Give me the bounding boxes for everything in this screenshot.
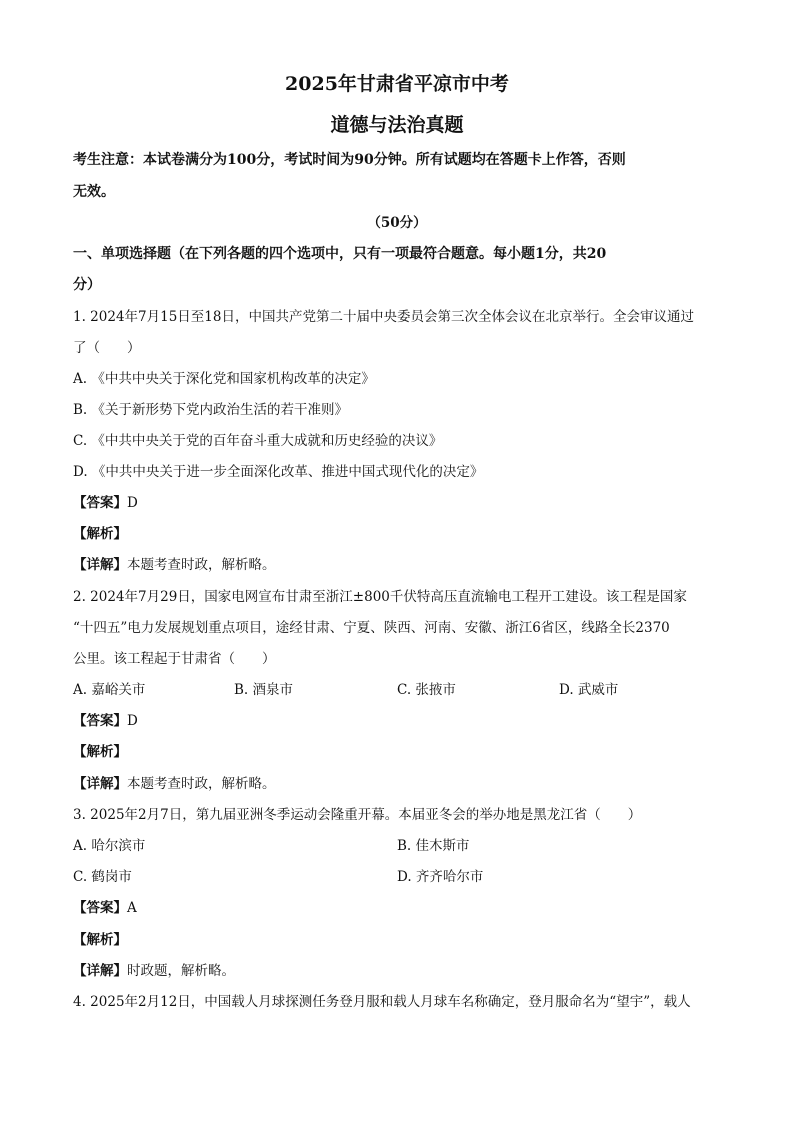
answer-value: D <box>127 495 138 511</box>
q2-option-a: A. 嘉峪关市 <box>73 682 146 698</box>
q1-analysis-tag: 【解析】 <box>73 526 127 542</box>
q2-option-b: B. 酒泉市 <box>234 682 294 698</box>
q3-detail <box>73 961 723 981</box>
detail-text: 本题考查时政，解析略。 <box>127 557 276 573</box>
q1-option-b: B. 《关于新形势下党内政治生活的若干准则》 <box>73 402 349 418</box>
q3-option-c: C. 鹤岗市 <box>73 869 132 885</box>
q1-stem-2: 了（ ） <box>73 340 141 356</box>
q3-stem-1: 3. 2025年2月7日，第九届亚洲冬季运动会隆重开幕。本届亚冬会的举办地是黑龙江省（ ） <box>73 807 642 823</box>
detail-tag: 【详解】 <box>73 963 127 979</box>
q2-option-c: C. 张掖市 <box>397 682 456 698</box>
q2-analysis-tag: 【解析】 <box>73 744 127 760</box>
q4-stem-1: 4. 2025年2月12日，中国载人月球探测任务登月服和载人月球车名称确定，登月服命名为“望宇”，载人 <box>73 994 691 1010</box>
q2-stem-1: 2. 2024年7月29日，国家电网宣布甘肃至浙江±800千伏特高压直流输电工程开工建设。该工程是国家 <box>73 589 687 605</box>
answer-value: A <box>127 900 137 916</box>
notice-line-2: 无效。 <box>73 184 115 200</box>
q3-option-b: B. 佳木斯市 <box>397 838 470 854</box>
answer-value: D <box>127 713 138 729</box>
section-heading-2: 分） <box>73 277 101 293</box>
section-heading-1: 一、单项选择题（在下列各题的四个选项中，只有一项最符合题意。每小题1分，共20 <box>73 246 607 262</box>
answer-tag: 【答案】 <box>73 495 127 511</box>
q2-option-d: D. 武威市 <box>559 682 619 698</box>
notice-line-1: 考生注意：本试卷满分为100分，考试时间为90分钟。所有试题均在答题卡上作答，否则 <box>73 152 626 168</box>
detail-tag: 【详解】 <box>73 776 127 792</box>
detail-text: 本题考查时政，解析略。 <box>127 776 276 792</box>
q1-detail <box>73 555 723 575</box>
q1-option-d: D. 《中共中央关于进一步全面深化改革、推进中国式现代化的决定》 <box>73 464 484 480</box>
q2-stem-2: “十四五”电力发展规划重点项目，途经甘肃、宁夏、陕西、河南、安徽、浙江6省区，线路全长2370 <box>73 620 670 636</box>
q3-answer <box>73 898 723 918</box>
q3-option-d: D. 齐齐哈尔市 <box>397 869 484 885</box>
exam-subtitle: 道德与法治真题 <box>330 114 464 136</box>
q2-stem-3: 公里。该工程起于甘肃省（ ） <box>73 651 276 667</box>
answer-tag: 【答案】 <box>73 713 127 729</box>
q3-option-a: A. 哈尔滨市 <box>73 838 146 854</box>
detail-text: 时政题，解析略。 <box>127 963 235 979</box>
answer-tag: 【答案】 <box>73 900 127 916</box>
q2-detail <box>73 774 723 794</box>
q1-stem-1: 1. 2024年7月15日至18日，中国共产党第二十届中央委员会第三次全体会议在北京举行。全会审议通过 <box>73 309 694 325</box>
q1-option-a: A. 《中共中央关于深化党和国家机构改革的决定》 <box>73 371 375 387</box>
detail-tag: 【详解】 <box>73 557 127 573</box>
score-label: （50分） <box>367 215 427 231</box>
exam-title: 2025年甘肃省平凉市中考 <box>285 73 509 95</box>
q1-answer <box>73 493 723 513</box>
q1-option-c: C. 《中共中央关于党的百年奋斗重大成就和历史经验的决议》 <box>73 433 443 449</box>
q2-answer <box>73 711 723 731</box>
q3-analysis-tag: 【解析】 <box>73 932 127 948</box>
